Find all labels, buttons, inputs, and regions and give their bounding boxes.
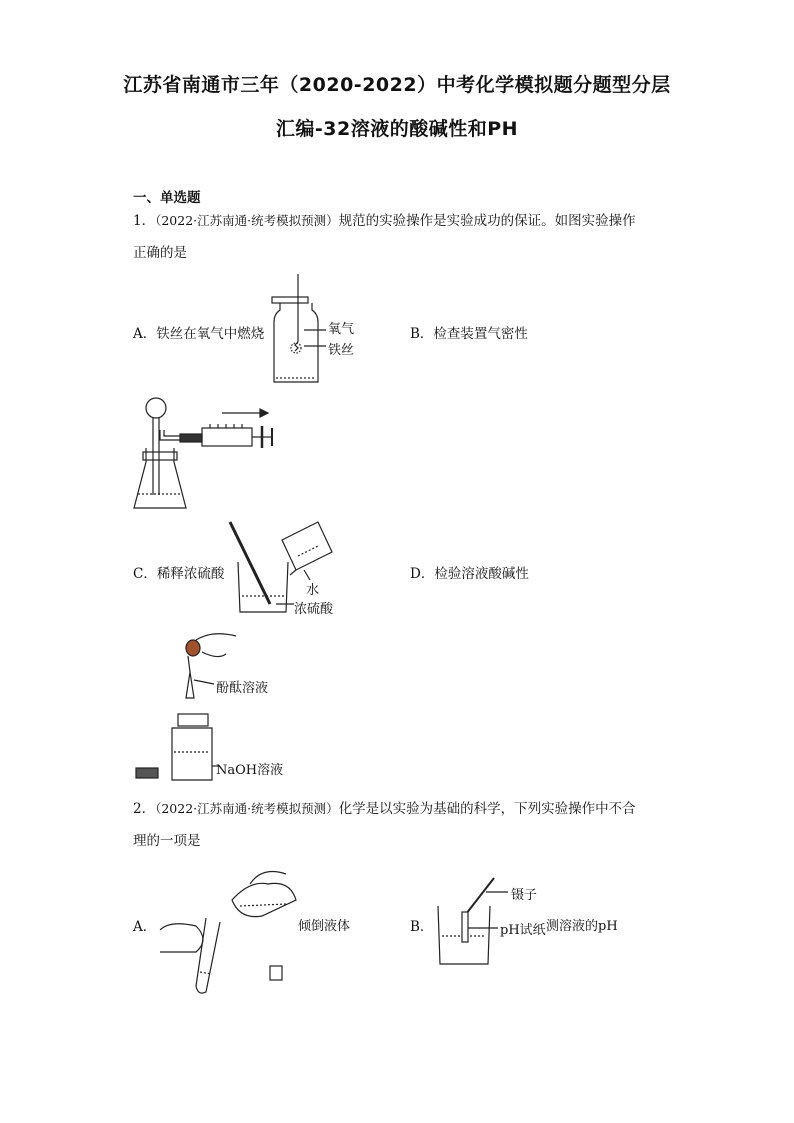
question-1-number: 1． bbox=[133, 213, 156, 229]
label-ph-paper: pH试纸 bbox=[500, 923, 546, 938]
pouring-liquid-icon bbox=[160, 872, 296, 994]
dilution-beaker-icon bbox=[230, 522, 332, 612]
airtightness-apparatus-icon bbox=[134, 398, 272, 508]
label-measure-ph: 测溶液的pH bbox=[546, 919, 618, 934]
question-2-stem-a: 化学是以实验为基础的科学，下列实验操作中不合 bbox=[338, 801, 636, 817]
label-water: 水 bbox=[306, 583, 320, 598]
q1-option-c[interactable]: C．稀释浓硫酸 bbox=[133, 566, 225, 582]
gas-jar-iron-wire-icon bbox=[272, 274, 326, 382]
question-1-source: （2022·江苏南通·统考模拟预测） bbox=[155, 213, 339, 228]
label-conc-sulfuric-acid: 浓硫酸 bbox=[294, 602, 334, 617]
document-title-line1: 江苏省南通市三年（2020-2022）中考化学模拟题分题型分层 bbox=[123, 74, 671, 96]
q1-option-b[interactable]: B．检查装置气密性 bbox=[410, 326, 528, 342]
label-pour-liquid: 倾倒液体 bbox=[298, 919, 351, 934]
q2-option-a[interactable]: A． bbox=[133, 919, 157, 935]
section-heading: 一、单选题 bbox=[133, 190, 201, 206]
q1-option-d[interactable]: D．检验溶液酸碱性 bbox=[410, 566, 529, 582]
dropper-bottle-icon bbox=[136, 634, 236, 780]
question-2-stem-b: 理的一项是 bbox=[133, 833, 201, 849]
document-title-line2: 汇编-32溶液的酸碱性和PH bbox=[275, 118, 519, 140]
question-2-source: （2022·江苏南通·统考模拟预测） bbox=[155, 801, 339, 816]
label-phenolphthalein: 酚酞溶液 bbox=[216, 681, 269, 696]
label-naoh-solution: NaOH溶液 bbox=[216, 763, 284, 778]
question-1-stem-b: 正确的是 bbox=[133, 245, 187, 261]
label-tweezers: 镊子 bbox=[511, 888, 538, 903]
question-1-stem-a: 规范的实验操作是实验成功的保证。如图实验操作 bbox=[338, 213, 636, 229]
q1-option-a[interactable]: A．铁丝在氧气中燃烧 bbox=[133, 326, 265, 342]
label-iron-wire: 铁丝 bbox=[328, 343, 355, 358]
question-2-number: 2． bbox=[133, 801, 156, 817]
label-oxygen: 氧气 bbox=[328, 322, 355, 337]
q2-option-b[interactable]: B． bbox=[410, 919, 434, 935]
ph-test-beaker-icon bbox=[438, 878, 508, 964]
